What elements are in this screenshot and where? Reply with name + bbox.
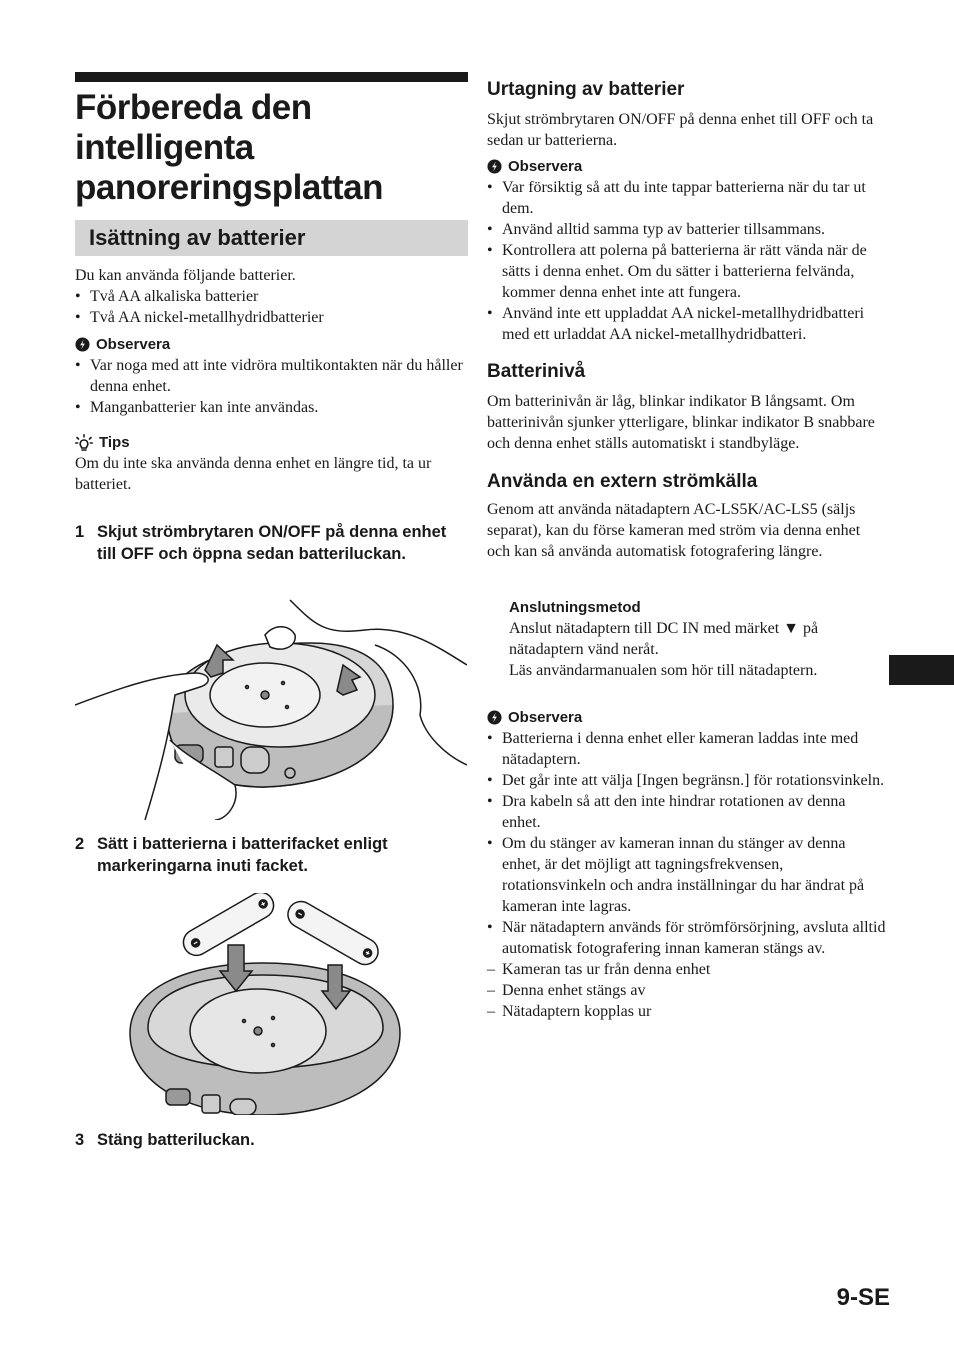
battery-level-heading: Batterinivå bbox=[487, 361, 586, 382]
title-rule bbox=[75, 72, 468, 82]
step-text: Skjut strömbrytaren ON/OFF på denna enhet till OFF och öppna sedan batteriluckan. bbox=[97, 523, 447, 563]
note-list bbox=[487, 177, 887, 345]
connection-heading: Anslutningsmetod bbox=[509, 599, 641, 616]
list-item: • Kontrollera att polerna på batterierna är rätt vända när de sätts i denna enhet. Om du sätter i batterierna felvända, kommer denna enhet inte att fungera. bbox=[487, 240, 887, 303]
step-text: Sätt i batterierna i batterifacket enligt markeringarna inuti facket. bbox=[97, 835, 388, 875]
battery-type-list bbox=[75, 286, 468, 328]
step-1 bbox=[75, 521, 468, 565]
note-list bbox=[75, 355, 468, 418]
step-number: 2 bbox=[75, 835, 85, 853]
caution-icon bbox=[487, 710, 502, 725]
removal-heading: Urtagning av batterier bbox=[487, 79, 685, 100]
list-item: • Var försiktig så att du inte tappar batterierna när du tar ut dem. bbox=[487, 177, 887, 219]
list-item: • När nätadaptern används för strömförsörjning, avsluta alltid automatisk fotografering innan kameran stängs av. bbox=[487, 917, 887, 959]
list-item: • Batterierna i denna enhet eller kameran laddas inte med nätadaptern. bbox=[487, 728, 887, 770]
list-item: • Använd alltid samma typ av batterier tillsammans. bbox=[487, 219, 887, 240]
right-column bbox=[487, 78, 887, 1022]
tips-heading bbox=[75, 432, 468, 453]
connection-block bbox=[487, 597, 887, 681]
battery-level-text: Om batterinivån är låg, blinkar indikator B långsamt. Om batterinivån sjunker ytterligare, blinkar indikator B snabbare och denna enhet ställs automatiskt i standbyläge. bbox=[487, 393, 875, 452]
external-power-heading: Använda en extern strömkälla bbox=[487, 471, 758, 492]
note-heading bbox=[487, 156, 887, 177]
removal-text: Skjut strömbrytaren ON/OFF på denna enhet till OFF och ta sedan ur batterierna. bbox=[487, 111, 874, 149]
insert-batteries-illustration bbox=[128, 893, 403, 1115]
list-item: • Två AA nickel-metallhydridbatterier bbox=[75, 307, 468, 328]
tips-label: Tips bbox=[99, 434, 130, 451]
left-column bbox=[75, 72, 468, 565]
list-item: – Nätadaptern kopplas ur bbox=[487, 1001, 887, 1022]
connection-text-2: Läs användarmanualen som hör till nätadaptern. bbox=[509, 662, 818, 679]
step-number: 3 bbox=[75, 1131, 85, 1149]
tips-text: Om du inte ska använda denna enhet en längre tid, ta ur batteriet. bbox=[75, 455, 432, 493]
list-item: • Använd inte ett uppladdat AA nickel-metallhydridbatteri med ett urladdat AA nickel-metallhydridbatteri. bbox=[487, 303, 887, 345]
list-item: • Två AA alkaliska batterier bbox=[75, 286, 468, 307]
note-heading bbox=[75, 334, 468, 355]
list-item: • Manganbatterier kan inte användas. bbox=[75, 397, 468, 418]
page-title: Förbereda den intelligenta panoreringsplattan bbox=[75, 88, 383, 207]
list-item: – Kameran tas ur från denna enhet bbox=[487, 959, 887, 980]
lightbulb-icon bbox=[75, 434, 93, 452]
open-battery-lid-illustration bbox=[75, 595, 467, 820]
note-label: Observera bbox=[508, 158, 583, 175]
list-item: – Denna enhet stängs av bbox=[487, 980, 887, 1001]
note-heading bbox=[487, 707, 887, 728]
sub-list bbox=[487, 959, 887, 1022]
list-item: • Om du stänger av kameran innan du stänger av denna enhet, är det möjligt att tagningsfrekvensen, rotationsvinkeln och andra inställningar du har ändrat på kameran inte lagras. bbox=[487, 833, 887, 917]
step-2 bbox=[75, 833, 468, 877]
step-number: 1 bbox=[75, 523, 85, 541]
list-item: • Dra kabeln så att den inte hindrar rotationen av denna enhet. bbox=[487, 791, 887, 833]
page-number: 9-SE bbox=[836, 1284, 890, 1311]
section-tab-marker bbox=[889, 655, 954, 685]
note-label: Observera bbox=[96, 336, 171, 353]
step-3 bbox=[75, 1129, 468, 1151]
caution-icon bbox=[75, 337, 90, 352]
step-text: Stäng batteriluckan. bbox=[97, 1131, 255, 1149]
list-item: • Det går inte att välja [Ingen begränsn.] för rotationsvinkeln. bbox=[487, 770, 887, 791]
note-list bbox=[487, 728, 887, 959]
connection-text: Anslut nätadaptern till DC IN med märket ▼ på nätadaptern vänd neråt. bbox=[509, 620, 819, 658]
intro-text: Du kan använda följande batterier. bbox=[75, 267, 296, 284]
note-label: Observera bbox=[508, 709, 583, 726]
external-power-text: Genom att använda nätadaptern AC-LS5K/AC-LS5 (säljs separat), kan du förse kameran med ström via denna enhet och kan så använda automatisk fotografering längre. bbox=[487, 501, 861, 560]
list-item: • Var noga med att inte vidröra multikontakten när du håller denna enhet. bbox=[75, 355, 468, 397]
caution-icon bbox=[487, 159, 502, 174]
section-heading: Isättning av batterier bbox=[75, 220, 468, 256]
